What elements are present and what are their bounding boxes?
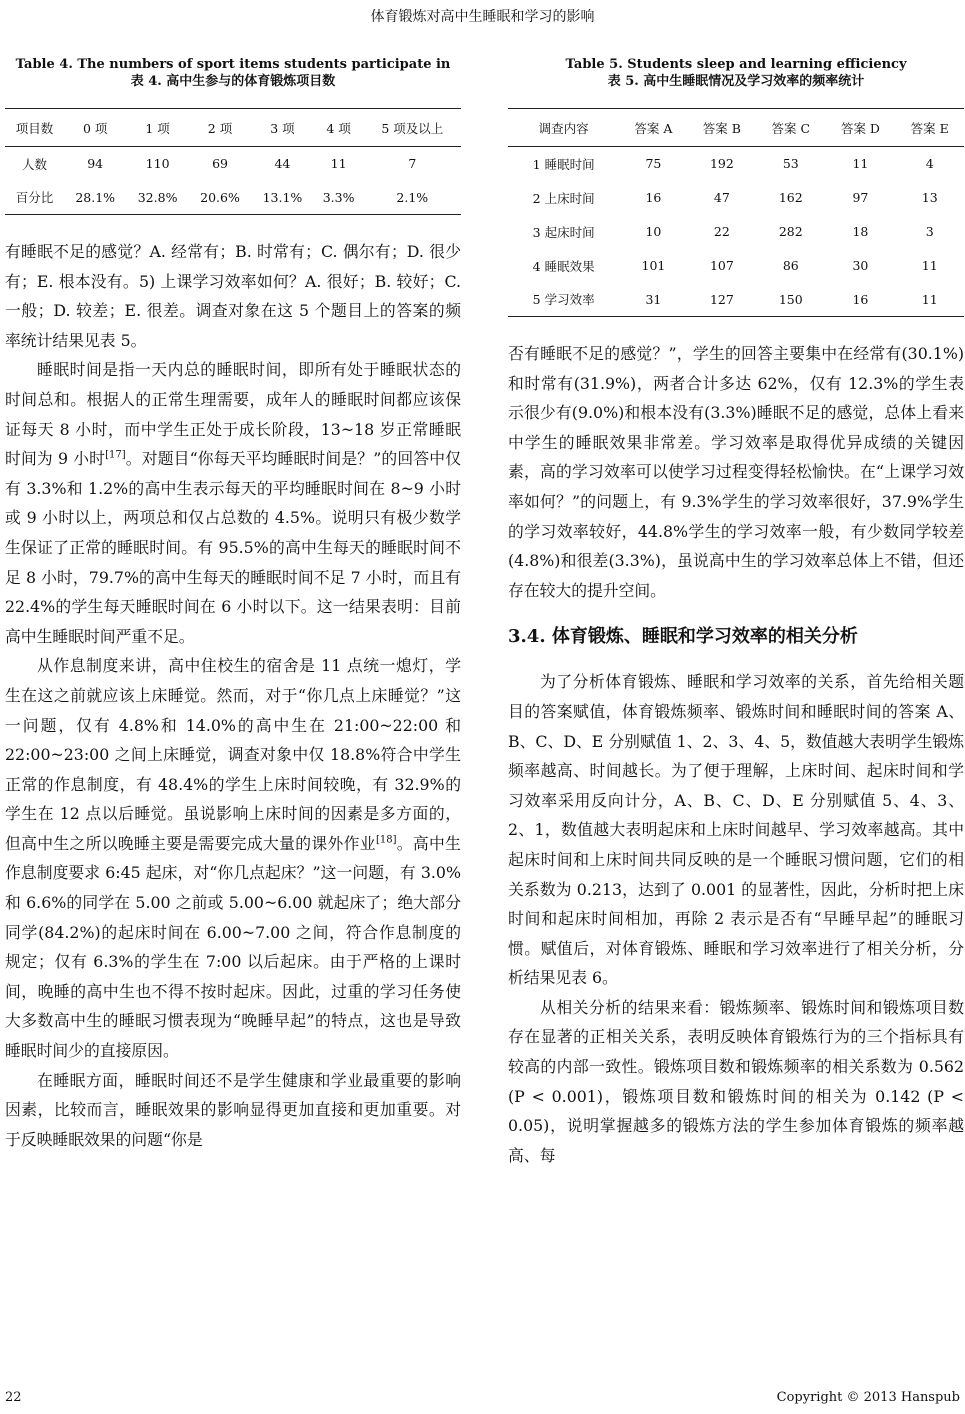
table-cell: 13: [921, 190, 938, 205]
right-column: [508, 56, 964, 1170]
table-cell: 86: [782, 258, 799, 273]
table-row: [5, 147, 461, 181]
paragraph: [5, 355, 461, 651]
table-cell: 2 上床时间: [532, 190, 595, 206]
table5-caption-zh: 表 5. 高中生睡眠情况及学习效率的频率统计: [607, 74, 865, 89]
table-cell: 百分比: [5, 181, 64, 215]
paragraph-text: 。高中生作息制度要求 6:45 起床，对“你几点起床？”这一问题，有 3.0%和 6.6%的同学在 5.00 之前或 5.00~6.00 就起床了；绝大部分同学(84.2%)的起床时间在 6.00~7.00 之间，符合作息制度的规定；仅有 6.3%的学生在 7:00 以后起床。由于严格的上课时间，晚睡的高中生也不得不按时起床。因此，过重的学习任务使大多数高中生的睡眠习惯表现为“晚睡早起”的特点，这也是导致睡眠时间少的直接原因。: [5, 833, 461, 1061]
table-cell: 1 睡眠时间: [532, 156, 595, 172]
paragraph: 为了分析体育锻炼、睡眠和学习效率的关系，首先给相关题目的答案赋值，体育锻炼频率、锻炼时间和睡眠时间的答案 A、B、C、D、E 分别赋值 1、2、3、4、5，数值越大表明学生锻炼频率越高、时间越长。为了便于理解，上床时间、起床时间和学习效率采用反向计分，A、B、C、D、E 分别赋值 5、4、3、2、1，数值越大表明起床和上床时间越早、学习效率越高。其中起床时间和上床时间共同反映的是一个睡眠习惯问题，它们的相关系数为 0.213，达到了 0.001 的显著性，因此，分析时把上床时间和起床时间相加，再除 2 表示是否有“早睡早起”的睡眠习惯。赋值后，对体育锻炼、睡眠和学习效率进行了相关分析，分析结果见表 6。: [508, 672, 964, 988]
citation: [18]: [375, 834, 397, 846]
table-cell: 5 学习效率: [508, 283, 619, 317]
paragraph: 在睡眠方面，睡眠时间还不是学生健康和学业最重要的影响因素，比较而言，睡眠效果的影响显得更加直接和更加重要。对于反映睡眠效果的问题“你是: [5, 1070, 461, 1149]
table-cell: 10: [645, 224, 662, 239]
table-cell: 11: [921, 258, 938, 273]
table-cell: 192: [709, 156, 734, 172]
table-cell: 13.1%: [251, 181, 313, 215]
left-column: [5, 56, 461, 1154]
table5: [508, 108, 964, 317]
table4-caption-en: Table 4. The numbers of sport items students participate in: [15, 57, 451, 72]
table-cell: 20.6%: [189, 181, 251, 215]
copyright: Copyright © 2013 Hanspub: [776, 1390, 960, 1405]
table-cell: 107: [709, 258, 734, 273]
table4: [5, 108, 461, 215]
table5-header-cell: 答案 E: [895, 109, 964, 147]
table-cell: 11: [852, 156, 869, 172]
running-title: 体育锻炼对高中生睡眠和学习的影响: [370, 9, 595, 25]
table-cell: 4: [925, 156, 934, 172]
table-cell: 30: [852, 258, 869, 273]
table4-caption-zh: 表 4. 高中生参与的体育锻炼项目数: [130, 74, 336, 89]
table4-header-row: [5, 109, 461, 147]
table4-header-cell: 2 项: [189, 109, 251, 147]
paragraph-text: 从作息制度来讲，高中住校生的宿舍是 11 点统一熄灯，学生在这之前就应该上床睡觉。然而，对于“你几点上床睡觉？”这一问题，仅有 4.8%和 14.0%的高中生在 21:00~22:00 和 22:00~23:00 之间上床睡觉，调查对象中仅 18.8%符合中学生正常的作息制度，有 48.4%的学生上床时间较晚，有 32.9%的学生在 12 点以后睡觉。虽说影响上床时间的因素是多方面的，但高中生之所以晚睡主要是需要完成大量的课外作业: [5, 656, 461, 853]
table-cell: 16: [645, 190, 662, 205]
table5-header-cell: 调查内容: [508, 109, 619, 147]
table-cell: 28.1%: [64, 181, 126, 215]
table-cell: 22: [713, 224, 730, 239]
table4-header-cell: 0 项: [64, 109, 126, 147]
table4-header-cell: 1 项: [126, 109, 188, 147]
table-cell: 94: [87, 156, 104, 172]
table-cell: 31: [619, 283, 687, 317]
table-cell: 11: [895, 283, 964, 317]
table-cell: 53: [782, 156, 799, 172]
table-row: [508, 283, 964, 317]
table5-header-cell: 答案 B: [688, 109, 757, 147]
table4-header-cell: 5 项及以上: [364, 109, 461, 147]
table-cell: 44: [274, 156, 291, 172]
section-heading: 3.4. 体育锻炼、睡眠和学习效率的相关分析: [508, 626, 858, 648]
table5-caption-en: Table 5. Students sleep and learning efficiency: [565, 57, 907, 72]
paragraph: 有睡眠不足的感觉？A. 经常有；B. 时常有；C. 偶尔有；D. 很少有；E. 根本没有。5) 上课学习效率如何？A. 很好；B. 较好；C. 一般；D. 较差；E. 很差。调查对象在这 5 个题目上的答案的频率统计结果见表 5。: [5, 242, 461, 350]
table-cell: 97: [852, 190, 869, 205]
table-cell: 47: [713, 190, 730, 205]
table5-header-row: [508, 109, 964, 147]
table-cell: 18: [852, 224, 869, 239]
table-cell: 110: [145, 156, 170, 172]
table-cell: 75: [645, 156, 662, 172]
table-cell: 101: [641, 258, 666, 273]
table-cell: 162: [778, 190, 803, 205]
table-row: [508, 249, 964, 283]
table-cell: 127: [688, 283, 757, 317]
table-cell: 282: [778, 224, 803, 239]
table-cell: 16: [825, 283, 895, 317]
paragraph-text: 睡眠时间是指一天内总的睡眠时间，即所有处于睡眠状态的时间总和。根据人的正常生理需要，成年人的睡眠时间都应该保证每天 8 小时，而中学生正处于成长阶段，13~18 岁正常睡眠时间为 9 小时: [5, 360, 461, 469]
citation: [17]: [105, 449, 126, 461]
table-row: [508, 147, 964, 181]
paragraph: 从相关分析的结果来看：锻炼频率、锻炼时间和锻炼项目数存在显著的正相关关系，表明反映体育锻炼行为的三个指标具有较高的内部一致性。锻炼项目数和锻炼频率的相关系数为 0.562 (P < 0.001)，锻炼项目数和锻炼时间的相关为 0.142 (P < 0.05)，说明掌握越多的锻炼方法的学生参加体育锻炼的频率越高、每: [508, 997, 964, 1165]
table4-header-cell: 4 项: [314, 109, 364, 147]
table-row: [508, 215, 964, 249]
paragraph-text: 。对题目“你每天平均睡眠时间是？”的回答中仅有 3.3%和 1.2%的高中生表示每天的平均睡眠时间在 8~9 小时或 9 小时以上，两项总和仅占总数的 4.5%。说明只有极少数学生保证了正常的睡眠时间。有 95.5%的高中生每天的睡眠时间不足 8 小时，79.7%的高中生每天的睡眠时间不足 7 小时，而且有 22.4%的学生每天睡眠时间在 6 小时以下。这一结果表明：目前高中生睡眠时间严重不足。: [5, 449, 462, 646]
table-cell: 3 起床时间: [532, 224, 595, 240]
table-cell: 人数: [21, 156, 47, 172]
table-row: [5, 181, 461, 215]
table-cell: 3.3%: [314, 181, 364, 215]
table4-header-cell: 3 项: [251, 109, 313, 147]
paragraph: [5, 651, 461, 1065]
table5-header-cell: 答案 D: [825, 109, 895, 147]
table-cell: 32.8%: [126, 181, 188, 215]
table-cell: 69: [212, 156, 228, 172]
table4-header-cell: 项目数: [5, 109, 64, 147]
table-cell: 2.1%: [364, 181, 461, 215]
table-row: [508, 181, 964, 215]
page-number: 22: [5, 1390, 22, 1405]
paragraph: 否有睡眠不足的感觉？”，学生的回答主要集中在经常有(30.1%)和时常有(31.9%)，两者合计多达 62%，仅有 12.3%的学生表示很少有(9.0%)和根本没有(3.3%)睡眠不足的感觉，总体上看来中学生的睡眠效果非常差。学习效率是取得优异成绩的关键因素，高的学习效率可以使学习过程变得轻松愉快。在“上课学习效率如何？”的问题上，有 9.3%学生的学习效率很好，37.9%学生的学习效率较好，44.8%学生的学习效率一般，有少数同学较差(4.8%)和很差(3.3%)，虽说高中生的学习效率总体上不错，但还存在较大的提升空间。: [508, 344, 964, 600]
table-cell: 7: [408, 156, 417, 172]
table5-header-cell: 答案 A: [619, 109, 687, 147]
table5-header-cell: 答案 C: [756, 109, 825, 147]
table-cell: 4 睡眠效果: [532, 258, 595, 274]
table-cell: 11: [330, 156, 347, 172]
table-cell: 150: [756, 283, 825, 317]
table-cell: 3: [925, 224, 934, 239]
